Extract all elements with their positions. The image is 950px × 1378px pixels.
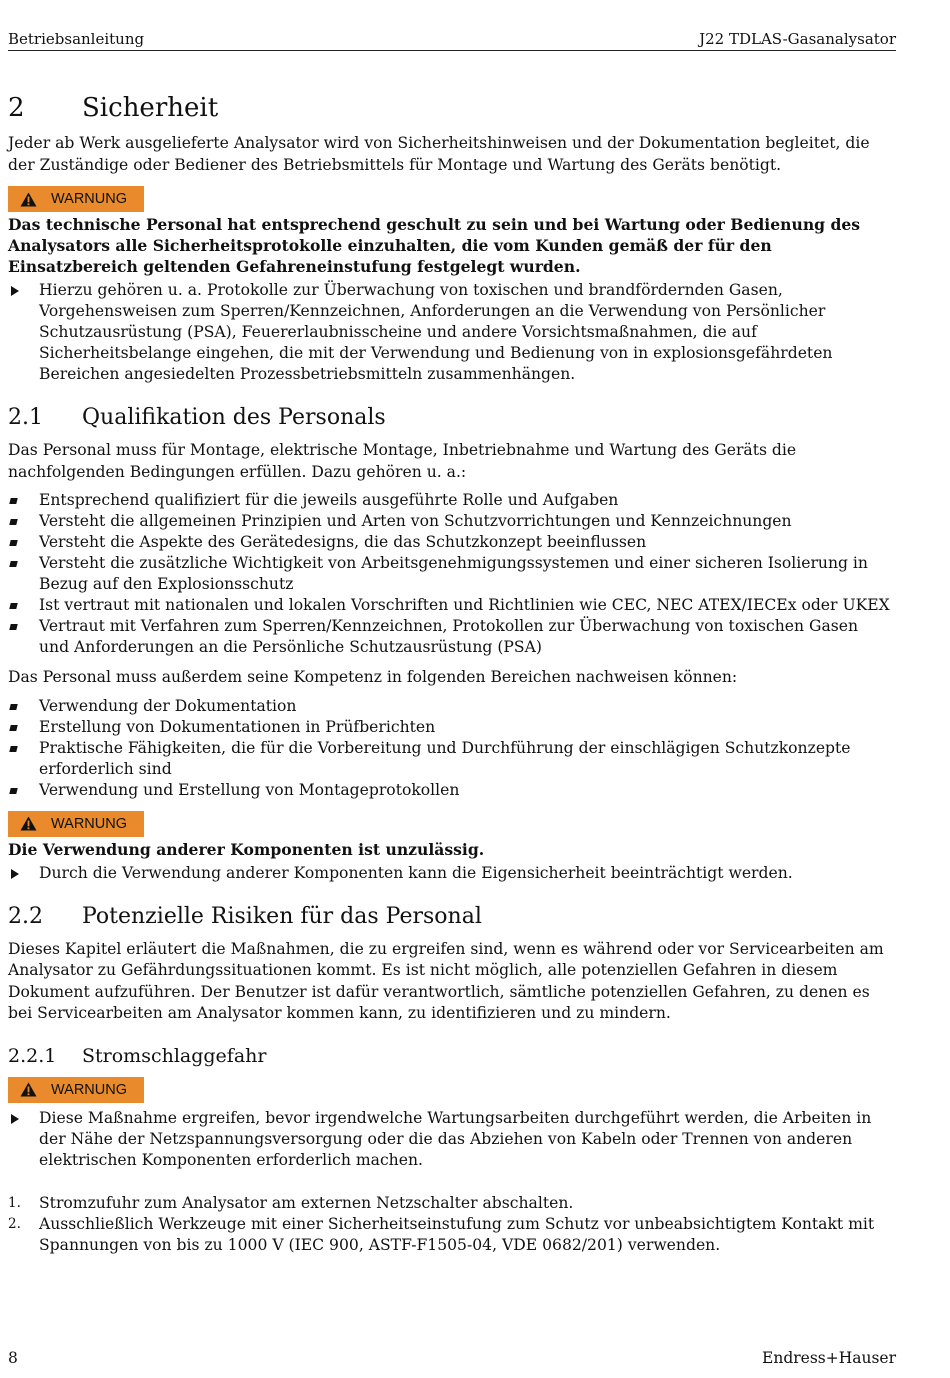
warning-triangle-icon	[20, 192, 37, 207]
steps-list	[8, 1193, 890, 1256]
bullet-icon	[9, 540, 17, 546]
section-number: 2.1	[8, 405, 43, 430]
warning-triangle-icon	[20, 1082, 37, 1097]
section-number: 2.2	[8, 903, 43, 929]
list-item: Versteht die zusätzliche Wichtigkeit von Arbeitsgenehmigungssystemen und einer sicheren Isolierung in Bezug auf den Explosionsschutz	[8, 553, 890, 595]
section-2-2-1-heading	[8, 1045, 890, 1067]
warning-triangle-icon	[20, 816, 37, 831]
qualification-list	[8, 490, 890, 658]
page-content	[8, 93, 890, 1256]
warning-label-text: WARNUNG	[51, 815, 127, 832]
warning-label	[8, 811, 144, 837]
bullet-icon	[9, 498, 17, 504]
section-2-2-heading	[8, 904, 890, 929]
list-item: Verwendung und Erstellung von Montageprotokollen	[8, 780, 890, 801]
list-item: Praktische Fähigkeiten, die für die Vorbereitung und Durchführung der einschlägigen Schutzkonzepte erforderlich sind	[8, 738, 890, 780]
arrow-marker-icon	[11, 1114, 19, 1124]
bullet-icon	[9, 725, 17, 731]
bullet-icon	[9, 519, 17, 525]
step-number: 2.	[8, 1215, 21, 1232]
page-footer	[8, 1349, 896, 1367]
section-2-1-intro: Das Personal muss für Montage, elektrische Montage, Inbetriebnahme und Wartung des Geräts die nachfolgenden Bedingungen erfüllen. Dazu gehören u. a.:	[8, 441, 797, 481]
competence-list	[8, 696, 890, 801]
warning-action: Diese Maßnahme ergreifen, bevor irgendwelche Wartungsarbeiten durchgeführt werden, die Arbeiten in der Nähe der Netzspannungsversorgung oder die das Abziehen von Kabeln oder Trennen von anderen elektrischen Komponenten erforderlich machen.	[8, 1108, 890, 1171]
warning-text: Das technische Personal hat entsprechend geschult zu sein und bei Wartung oder Bedienung des Analysators alle Sicherheitsprotokolle einzuhalten, die vom Kunden gemäß der für den Einsatzbereich geltenden Gefahreneinstufung festgelegt wurden.	[8, 215, 861, 276]
warning-label-text: WARNUNG	[51, 1081, 127, 1098]
bullet-icon	[9, 603, 17, 609]
section-number: 2.2.1	[8, 1044, 57, 1067]
warning-action: Durch die Verwendung anderer Komponenten kann die Eigensicherheit beeinträchtigt werden.	[8, 863, 890, 884]
section-title: Qualifikation des Personals	[82, 405, 386, 430]
list-item: Vertraut mit Verfahren zum Sperren/Kennzeichnen, Protokollen zur Überwachung von toxischen Gasen und Anforderungen an die Persönliche Schutzausrüstung (PSA)	[8, 616, 890, 658]
section-2-intro: Jeder ab Werk ausgelieferte Analysator wird von Sicherheitshinweisen und der Dokumentation begleitet, die der Zuständige oder Bediener des Betriebsmittels für Montage und Wartung des Geräts benötigt.	[8, 134, 870, 174]
bullet-icon	[9, 788, 17, 794]
arrow-marker-icon	[11, 869, 19, 879]
list-item: Verwendung der Dokumentation	[8, 696, 890, 717]
warning-action-list	[8, 863, 890, 884]
section-title: Potenzielle Risiken für das Personal	[82, 903, 482, 929]
page-number: 8	[8, 1349, 18, 1367]
section-2-1-intro-2: Das Personal muss außerdem seine Kompetenz in folgenden Bereichen nachweisen können:	[8, 668, 738, 686]
section-title: Sicherheit	[82, 93, 219, 123]
section-title: Stromschlaggefahr	[82, 1044, 267, 1067]
bullet-icon	[9, 624, 17, 630]
bullet-icon	[9, 561, 17, 567]
section-2-1-heading	[8, 405, 890, 430]
brand-name: Endress+Hauser	[762, 1349, 896, 1367]
list-item: Erstellung von Dokumentationen in Prüfberichten	[8, 717, 890, 738]
step-number: 1.	[8, 1194, 21, 1211]
step-item: 2. Ausschließlich Werkzeuge mit einer Sicherheitseinstufung zum Schutz vor unbeabsichtigtem Kontakt mit Spannungen von bis zu 1000 V (IEC 900, ASTF-F1505-04, VDE 0682/201) verwenden.	[8, 1214, 875, 1254]
list-item: Versteht die Aspekte des Gerätedesigns, die das Schutzkonzept beeinflussen	[8, 532, 890, 553]
bullet-icon	[9, 746, 17, 752]
section-2-2-text: Dieses Kapitel erläutert die Maßnahmen, die zu ergreifen sind, wenn es während oder vor Servicearbeiten am Analysator zu Gefährdungssituationen kommt. Es ist nicht möglich, alle potenziellen Gefahren in diesem Dokument aufzuführen. Der Benutzer ist dafür verantwortlich, sämtliche potenziellen Gefahren, zu denen es bei Servicearbeiten am Analysator kommen kann, zu identifizieren und zu mindern.	[8, 939, 884, 1022]
warning-label	[8, 186, 144, 212]
step-item: 1. Stromzufuhr zum Analysator am externen Netzschalter abschalten.	[8, 1193, 574, 1212]
page-header	[8, 27, 896, 51]
section-2-heading	[8, 93, 890, 123]
list-item: Ist vertraut mit nationalen und lokalen Vorschriften und Richtlinien wie CEC, NEC ATEX/IECEx oder UKEX	[8, 595, 890, 616]
arrow-marker-icon	[11, 286, 19, 296]
warning-label	[8, 1077, 144, 1103]
list-item: Versteht die allgemeinen Prinzipien und Arten von Schutzvorrichtungen und Kennzeichnungen	[8, 511, 890, 532]
warning-action-list	[8, 1108, 890, 1171]
section-number: 2	[8, 93, 25, 123]
warning-text: Die Verwendung anderer Komponenten ist unzulässig.	[8, 839, 485, 859]
warning-action-list	[8, 280, 890, 385]
header-product: J22 TDLAS-Gasanalysator	[699, 29, 896, 48]
bullet-icon	[9, 704, 17, 710]
warning-label-text: WARNUNG	[51, 191, 127, 207]
header-doc-type: Betriebsanleitung	[8, 29, 145, 48]
list-item: Entsprechend qualifiziert für die jeweils ausgeführte Rolle und Aufgaben	[8, 490, 890, 511]
warning-action: Hierzu gehören u. a. Protokolle zur Überwachung von toxischen und brandfördernden Gasen, Vorgehensweisen zum Sperren/Kennzeichnen, Anforderungen an die Verwendung von Persönlicher Schutzausrüstung (PSA), Feuererlaubnisscheine und andere Vorsichtsmaßnahmen, die auf Sicherheitsbelange eingehen, die mit der Verwendung und Bedienung von in explosionsgefährdeten Bereichen angesiedelten Prozessbetriebsmitteln zusammenhängen.	[8, 280, 890, 385]
